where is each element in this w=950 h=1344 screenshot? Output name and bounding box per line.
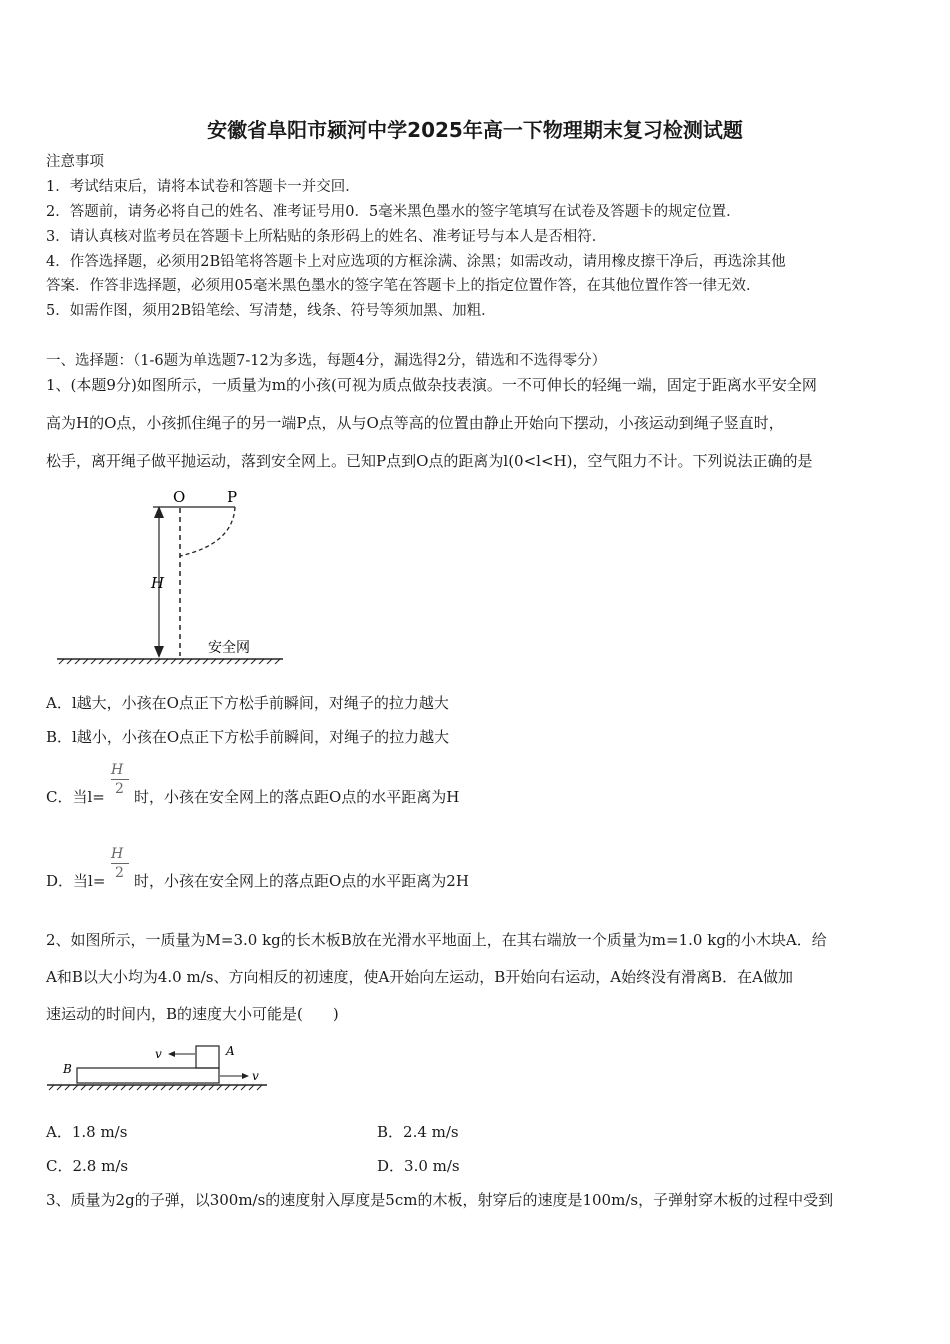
notice-heading: 注意事项	[46, 154, 104, 170]
fig-label-p: P	[227, 488, 238, 506]
page-title: 安徽省阜阳市颍河中学2025年高一下物理期末复习检测试题	[207, 118, 743, 142]
notice-item: 2．答题前，请务必将自己的姓名、准考证号用0．5毫米黑色墨水的签字笔填写在试卷及答题卡的规定位置．	[46, 204, 741, 220]
q2-option-d: D．3.0 m/s	[377, 1157, 460, 1175]
fig-label-b: B	[63, 1062, 72, 1076]
notice-item: 1．考试结束后，请将本试卷和答题卡一并交回．	[46, 179, 360, 195]
q1-figure	[55, 484, 285, 670]
fraction-denominator: 2	[115, 865, 124, 881]
q2-option-b: B．2.4 m/s	[377, 1123, 459, 1141]
fig-label-a: A	[226, 1044, 235, 1058]
q1-option-b: B．l越小，小孩在O点正下方松手前瞬间，对绳子的拉力越大	[46, 728, 450, 746]
notice-item: 3．请认真核对监考员在答题卡上所粘贴的条形码上的姓名、准考证号与本人是否相符．	[46, 229, 607, 245]
fig-label-o: O	[173, 488, 186, 506]
q1-option-d-text: 时，小孩在安全网上的落点距O点的水平距离为2H	[134, 872, 469, 890]
fig-label-v1: v	[155, 1047, 162, 1061]
section-heading: 一、选择题：（1-6题为单选题7-12为多选，每题4分，漏选得2分，错选和不选得零分）	[46, 353, 607, 369]
q2-stem-line: 2、如图所示，一质量为M=3.0 kg的长木板B放在光滑水平地面上，在其右端放一个质量为m=1.0 kg的小木块A．给	[46, 931, 827, 949]
fig-label-v2: v	[252, 1069, 259, 1083]
q1-stem-line: 高为H的O点，小孩抓住绳子的另一端P点，从与O点等高的位置由静止开始向下摆动，小孩运动到绳子竖直时，	[46, 414, 784, 432]
q1-stem-line: 1、(本题9分)如图所示，一质量为m的小孩(可视为质点做杂技表演。一不可伸长的轻绳一端，固定于距离水平安全网	[46, 376, 817, 394]
fraction-numerator: H	[111, 846, 124, 862]
q2-option-c: C．2.8 m/s	[46, 1157, 129, 1175]
fraction-numerator: H	[111, 762, 124, 778]
q1-option-d-prefix: D．当l=	[46, 872, 106, 890]
q1-option-c-text: 时，小孩在安全网上的落点距O点的水平距离为H	[134, 788, 460, 806]
q1-option-c-fraction	[111, 762, 129, 797]
q2-stem-line: A和B以大小均为4.0 m/s、方向相反的初速度，使A开始向左运动，B开始向右运动，A始终没有滑离B．在A做加	[46, 968, 794, 986]
fraction-denominator: 2	[115, 781, 124, 797]
fig-label-h: H	[151, 574, 165, 592]
notice-item: 4．作答选择题，必须用2B铅笔将答题卡上对应选项的方框涂满、涂黑；如需改动，请用橡皮擦干净后，再选涂其他	[46, 254, 786, 270]
q2-figure	[45, 1040, 275, 1094]
q1-option-d-fraction	[111, 846, 129, 881]
q2-stem-line: 速运动的时间内，B的速度大小可能是( )	[46, 1005, 339, 1023]
q1-option-c-prefix: C．当l=	[46, 788, 105, 806]
q3-stem-line: 3、质量为2g的子弹，以300m/s的速度射入厚度是5cm的木板，射穿后的速度是100m/s，子弹射穿木板的过程中受到	[46, 1191, 834, 1209]
fig-label-net: 安全网	[208, 640, 250, 656]
q1-stem-line: 松手，离开绳子做平抛运动，落到安全网上。已知P点到O点的距离为l(0<l<H)，空气阻力不计。下列说法正确的是	[46, 452, 813, 470]
q1-option-a: A．l越大，小孩在O点正下方松手前瞬间，对绳子的拉力越大	[46, 694, 449, 712]
notice-item: 答案．作答非选择题，必须用05毫米黑色墨水的签字笔在答题卡上的指定位置作答，在其他位置作答一律无效．	[46, 278, 761, 294]
notice-item: 5．如需作图，须用2B铅笔绘、写清楚，线条、符号等须加黑、加粗．	[46, 303, 496, 319]
q2-option-a: A．1.8 m/s	[46, 1123, 128, 1141]
